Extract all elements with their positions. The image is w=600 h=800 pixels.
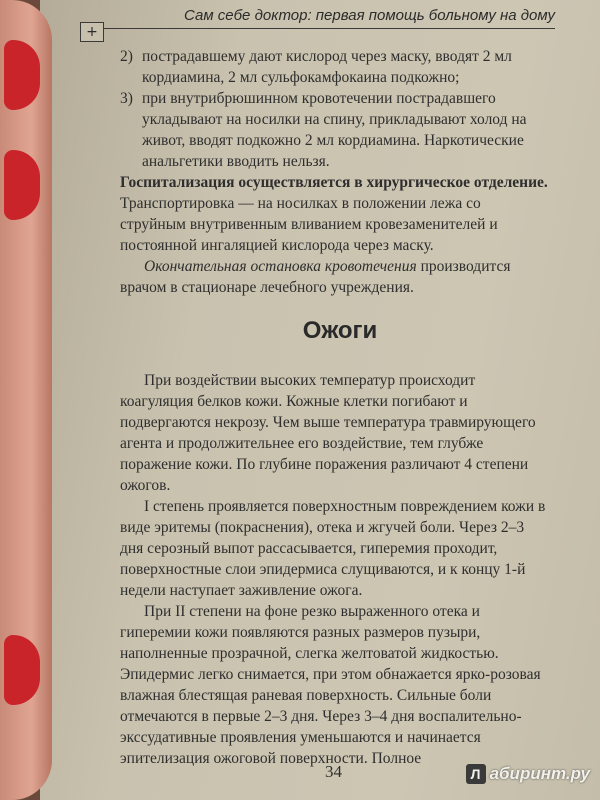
paragraph: При воздействии высоких температур происходит коагуляция белков кожи. Кожные клетки погибают и подвергаются некрозу. Чем выше температура травмирующего агента и продолжительнее его воздействие, тем глубже поражение кожи. По глубине поражения различают 4 степени ожогов. (120, 372, 536, 494)
list-item-number: 3) (120, 90, 133, 107)
paragraph: I степень проявляется поверхностным повреждением кожи в виде эритемы (покраснения), отека и жгучей боли. Через 2–3 дня серозный выпот рассасывается, гиперемия проходит, поверхностные слои эпидермиса слущиваются, и к концу 1-й недели наступает заживление ожога. (120, 498, 546, 599)
list-item (120, 88, 550, 172)
numbered-list (120, 46, 550, 172)
fingernail (4, 150, 40, 220)
paragraph: При II степени на фоне резко выраженного отека и гиперемии кожи появляются разных размеров пузыри, наполненные прозрачной, слегка желтоватой жидкостью. Эпидермис легко снимается, при этом обнажается ярко-розовая влажная блестящая раневая поверхность. Сильные боли отмечаются в первые 2–3 дня. Через 3–4 дня воспалительно-экссудативные проявления уменьшаются и начинается эпителизация ожоговой поверхности. Полное (120, 603, 541, 767)
fingernail (4, 635, 40, 705)
hospitalization-bold: Госпитализация осуществляется в хирургическое отделение. (120, 174, 548, 191)
hospitalization-text: Транспортировка — на носилках в положении лежа со струйным внутривенным вливанием кровезаменителей и постоянной ингаляцией кислорода через маску. (120, 195, 498, 254)
watermark-logo (466, 764, 590, 784)
list-item (120, 46, 550, 88)
fingernail (4, 40, 40, 110)
list-item-number: 2) (120, 48, 133, 65)
final-stop-text: производится врачом в стационаре лечебного учреждения. (120, 258, 511, 296)
book-page (40, 0, 600, 800)
plus-icon: + (80, 22, 104, 42)
final-stop-italic: Окончательная остановка кровотечения (144, 258, 417, 275)
list-item-text: при внутрибрюшинном кровотечении пострадавшего укладывают на носилки на спину, прикладывают холод на живот, вводят подкожно 2 мл кордиамина. Наркотические анальгетики вводить нельзя. (142, 90, 527, 170)
header-title: Сам себе доктор: первая помощь больному на дому (183, 7, 555, 24)
section-title: Ожоги (302, 317, 378, 344)
page-number: 34 (325, 762, 342, 781)
list-item-text: пострадавшему дают кислород через маску, вводят 2 мл кордиамина, 2 мл сульфокамфокаина подкожно; (142, 48, 512, 86)
hospitalization-paragraph (120, 172, 550, 298)
running-header (80, 6, 555, 29)
burns-text (120, 370, 550, 769)
final-stop-paragraph (120, 256, 550, 298)
watermark-text: абиринт.ру (489, 764, 590, 783)
finger (0, 0, 52, 800)
watermark-mark: Л (466, 764, 486, 784)
